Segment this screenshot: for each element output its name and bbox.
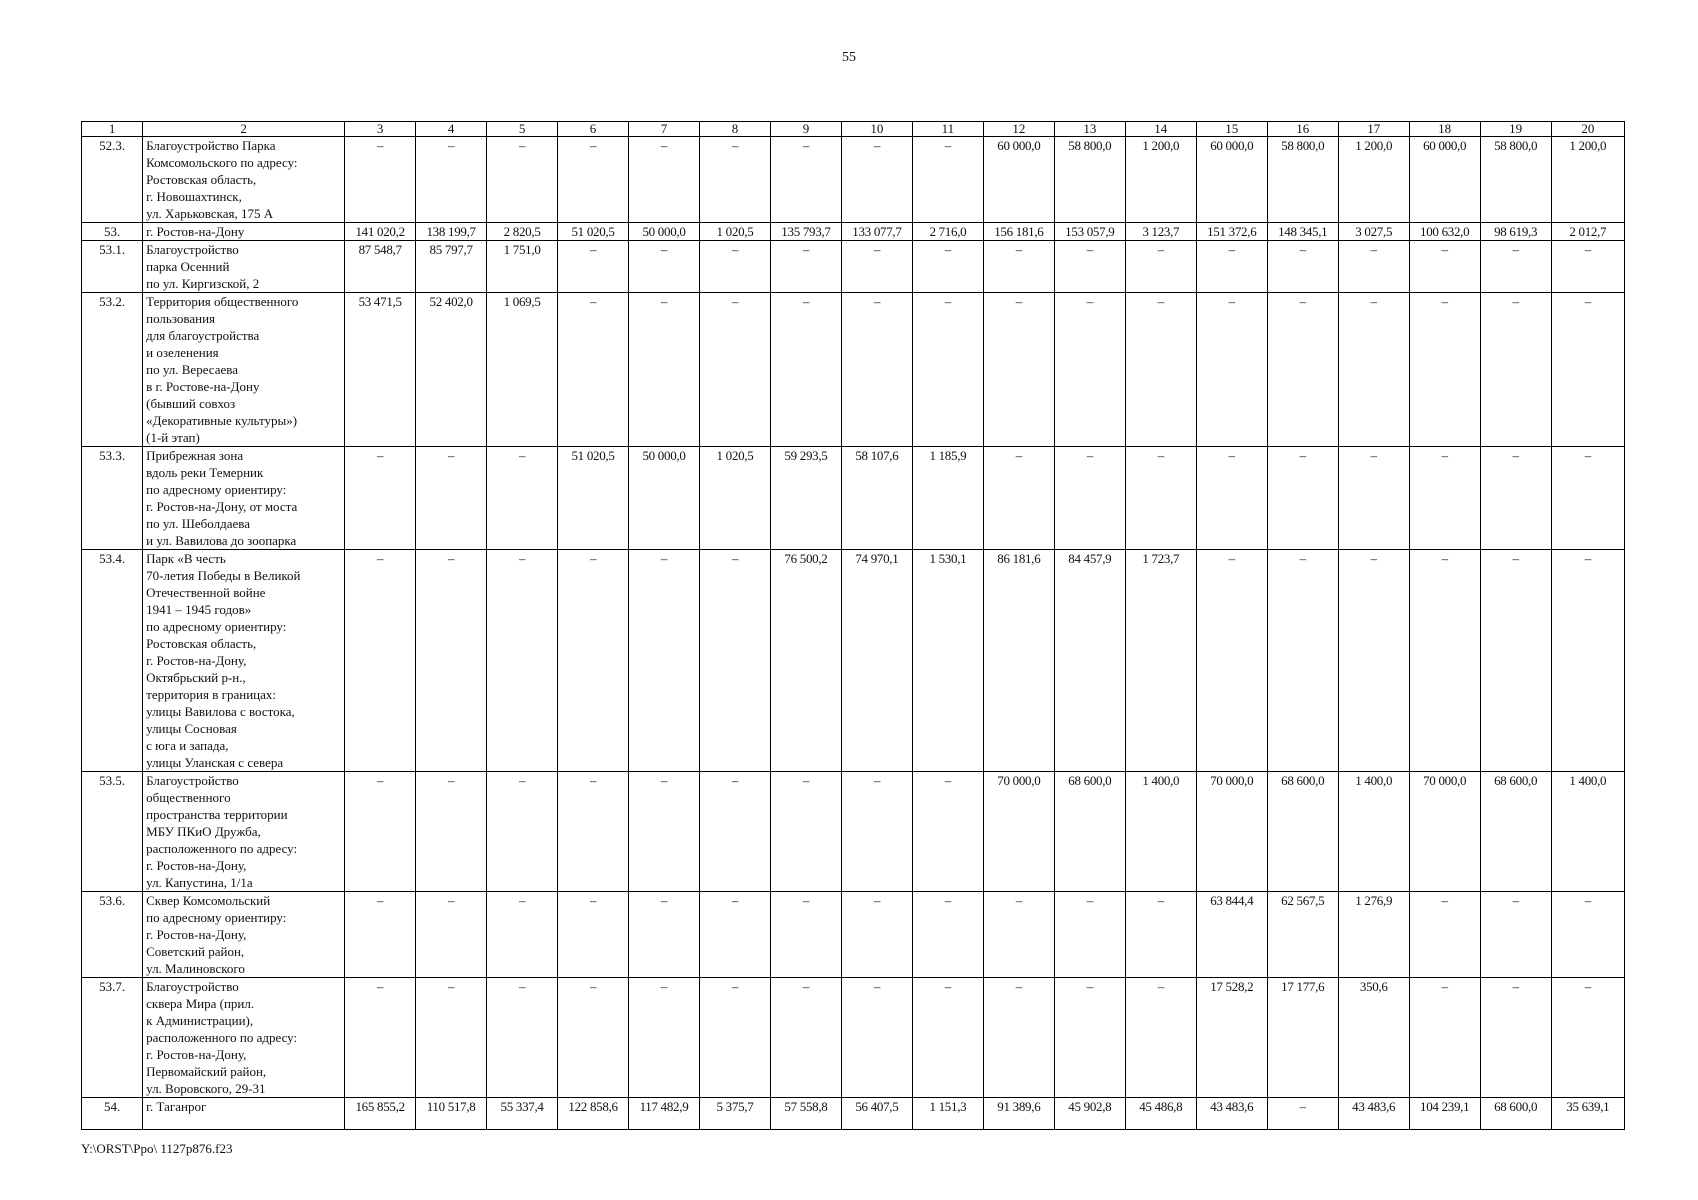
column-number-cell: 5: [487, 122, 558, 137]
value-cell: –: [1267, 241, 1338, 293]
value-cell: 70 000,0: [1409, 772, 1480, 892]
value-cell: 1 400,0: [1125, 772, 1196, 892]
value-cell: 60 000,0: [1409, 137, 1480, 223]
value-cell: 1 400,0: [1338, 772, 1409, 892]
object-name-cell: Парк «В честь 70-летия Победы в Великой Отечественной войне 1941 – 1945 годов» по адресному ориентиру: Ростовская область, г. Ростов-на-Дону, Октябрьский р-н., территория в границах: улицы Вавилова с востока, улицы Сосновая с юга и запада, улицы Уланская с севера: [143, 550, 345, 772]
value-cell: –: [1409, 978, 1480, 1098]
value-cell: –: [1196, 293, 1267, 447]
value-cell: –: [558, 772, 629, 892]
value-cell: –: [1338, 550, 1409, 772]
value-cell: –: [912, 892, 983, 978]
value-cell: –: [1480, 550, 1551, 772]
value-cell: –: [983, 892, 1054, 978]
value-cell: –: [983, 447, 1054, 550]
value-cell: –: [1409, 293, 1480, 447]
value-cell: –: [629, 241, 700, 293]
object-name-cell: Благоустройство сквера Мира (прил. к Администрации), расположенного по адресу: г. Ростов-на-Дону, Первомайский район, ул. Воровского, 29-31: [143, 978, 345, 1098]
row-number-cell: 53.3.: [82, 447, 143, 550]
table-row: [82, 978, 1625, 1098]
column-number-cell: 18: [1409, 122, 1480, 137]
value-cell: –: [1551, 978, 1624, 1098]
column-number-cell: 10: [841, 122, 912, 137]
value-cell: –: [1267, 550, 1338, 772]
table-row: [82, 447, 1625, 550]
value-cell: –: [345, 892, 416, 978]
value-cell: –: [1551, 447, 1624, 550]
table-row: [82, 892, 1625, 978]
value-cell: 100 632,0: [1409, 223, 1480, 241]
value-cell: –: [841, 772, 912, 892]
value-cell: –: [1480, 978, 1551, 1098]
value-cell: –: [416, 892, 487, 978]
object-name-cell: Сквер Комсомольский по адресному ориентиру: г. Ростов-на-Дону, Советский район, ул. Малиновского: [143, 892, 345, 978]
value-cell: –: [1054, 447, 1125, 550]
value-cell: 87 548,7: [345, 241, 416, 293]
value-cell: –: [1338, 241, 1409, 293]
value-cell: –: [770, 293, 841, 447]
page-number: 55: [842, 50, 856, 65]
value-cell: 1 751,0: [487, 241, 558, 293]
value-cell: –: [1551, 293, 1624, 447]
value-cell: –: [841, 241, 912, 293]
value-cell: –: [345, 137, 416, 223]
value-cell: 153 057,9: [1054, 223, 1125, 241]
row-number-cell: 53.1.: [82, 241, 143, 293]
value-cell: –: [1551, 241, 1624, 293]
column-number-cell: 13: [1054, 122, 1125, 137]
column-number-cell: 2: [143, 122, 345, 137]
value-cell: –: [1196, 241, 1267, 293]
value-cell: –: [1480, 892, 1551, 978]
value-cell: –: [841, 137, 912, 223]
value-cell: –: [345, 772, 416, 892]
value-cell: –: [416, 550, 487, 772]
value-cell: –: [700, 772, 771, 892]
value-cell: 17 177,6: [1267, 978, 1338, 1098]
value-cell: –: [1480, 241, 1551, 293]
value-cell: 135 793,7: [770, 223, 841, 241]
column-number-cell: 9: [770, 122, 841, 137]
value-cell: –: [1338, 293, 1409, 447]
value-cell: –: [912, 241, 983, 293]
value-cell: –: [345, 978, 416, 1098]
value-cell: 138 199,7: [416, 223, 487, 241]
value-cell: –: [700, 241, 771, 293]
value-cell: –: [700, 550, 771, 772]
value-cell: –: [558, 550, 629, 772]
value-cell: 151 372,6: [1196, 223, 1267, 241]
value-cell: 51 020,5: [558, 223, 629, 241]
column-number-cell: 8: [700, 122, 771, 137]
value-cell: –: [700, 978, 771, 1098]
value-cell: –: [1267, 1098, 1338, 1130]
value-cell: 1 723,7: [1125, 550, 1196, 772]
column-number-cell: 14: [1125, 122, 1196, 137]
value-cell: 50 000,0: [629, 223, 700, 241]
value-cell: 56 407,5: [841, 1098, 912, 1130]
table-row: [82, 772, 1625, 892]
value-cell: 1 020,5: [700, 223, 771, 241]
value-cell: –: [558, 978, 629, 1098]
value-cell: 2 012,7: [1551, 223, 1624, 241]
value-cell: –: [416, 447, 487, 550]
value-cell: –: [558, 137, 629, 223]
row-number-cell: 53.5.: [82, 772, 143, 892]
value-cell: –: [558, 892, 629, 978]
column-number-cell: 3: [345, 122, 416, 137]
value-cell: 165 855,2: [345, 1098, 416, 1130]
value-cell: –: [1409, 892, 1480, 978]
value-cell: –: [1267, 447, 1338, 550]
value-cell: –: [1267, 293, 1338, 447]
value-cell: –: [1196, 447, 1267, 550]
value-cell: 57 558,8: [770, 1098, 841, 1130]
value-cell: 86 181,6: [983, 550, 1054, 772]
value-cell: 68 600,0: [1267, 772, 1338, 892]
value-cell: 68 600,0: [1054, 772, 1125, 892]
value-cell: –: [700, 892, 771, 978]
table-row: [82, 293, 1625, 447]
value-cell: 55 337,4: [487, 1098, 558, 1130]
value-cell: –: [487, 772, 558, 892]
object-name-cell: г. Ростов-на-Дону: [143, 223, 345, 241]
value-cell: 104 239,1: [1409, 1098, 1480, 1130]
value-cell: –: [487, 137, 558, 223]
column-number-cell: 15: [1196, 122, 1267, 137]
value-cell: 76 500,2: [770, 550, 841, 772]
value-cell: –: [416, 978, 487, 1098]
value-cell: –: [983, 241, 1054, 293]
row-number-cell: 54.: [82, 1098, 143, 1130]
table-row: [82, 223, 1625, 241]
value-cell: 68 600,0: [1480, 1098, 1551, 1130]
value-cell: –: [1480, 293, 1551, 447]
value-cell: –: [700, 293, 771, 447]
value-cell: 70 000,0: [983, 772, 1054, 892]
value-cell: –: [1125, 241, 1196, 293]
value-cell: –: [770, 137, 841, 223]
value-cell: –: [1338, 447, 1409, 550]
row-number-cell: 53.7.: [82, 978, 143, 1098]
value-cell: 60 000,0: [1196, 137, 1267, 223]
footer-file-path: Y:\ORST\Ppo\ 1127p876.f23: [81, 1141, 233, 1156]
value-cell: 58 800,0: [1480, 137, 1551, 223]
value-cell: 45 486,8: [1125, 1098, 1196, 1130]
value-cell: 117 482,9: [629, 1098, 700, 1130]
object-name-cell: Территория общественного пользования для благоустройства и озеленения по ул. Вересаева в г. Ростове-на-Дону (бывший совхоз «Декоративные культуры») (1-й этап): [143, 293, 345, 447]
value-cell: –: [629, 137, 700, 223]
row-number-cell: 52.3.: [82, 137, 143, 223]
value-cell: –: [1125, 978, 1196, 1098]
value-cell: 50 000,0: [629, 447, 700, 550]
object-name-cell: Благоустройство Парка Комсомольского по адресу: Ростовская область, г. Новошахтинск, ул. Харьковская, 175 А: [143, 137, 345, 223]
value-cell: –: [345, 447, 416, 550]
value-cell: –: [1480, 447, 1551, 550]
value-cell: –: [487, 978, 558, 1098]
table-row: [82, 241, 1625, 293]
object-name-cell: Благоустройство парка Осенний по ул. Киргизской, 2: [143, 241, 345, 293]
value-cell: 59 293,5: [770, 447, 841, 550]
value-cell: –: [700, 137, 771, 223]
value-cell: –: [1409, 447, 1480, 550]
value-cell: –: [629, 772, 700, 892]
column-number-cell: 1: [82, 122, 143, 137]
value-cell: –: [487, 447, 558, 550]
value-cell: –: [912, 978, 983, 1098]
value-cell: 122 858,6: [558, 1098, 629, 1130]
table-row: [82, 1098, 1625, 1130]
value-cell: 1 200,0: [1338, 137, 1409, 223]
value-cell: –: [558, 293, 629, 447]
value-cell: 1 200,0: [1125, 137, 1196, 223]
column-number-cell: 20: [1551, 122, 1624, 137]
value-cell: 1 069,5: [487, 293, 558, 447]
value-cell: 35 639,1: [1551, 1098, 1624, 1130]
column-number-cell: 17: [1338, 122, 1409, 137]
value-cell: –: [770, 772, 841, 892]
value-cell: 52 402,0: [416, 293, 487, 447]
value-cell: –: [1409, 241, 1480, 293]
value-cell: –: [1125, 892, 1196, 978]
value-cell: 141 020,2: [345, 223, 416, 241]
object-name-cell: Благоустройство общественного пространства территории МБУ ПКиО Дружба, расположенного по адресу: г. Ростов-на-Дону, ул. Капустина, 1/1а: [143, 772, 345, 892]
value-cell: –: [629, 978, 700, 1098]
value-cell: 2 716,0: [912, 223, 983, 241]
column-number-row: [82, 122, 1625, 137]
budget-table: [81, 121, 1625, 1130]
value-cell: 5 375,7: [700, 1098, 771, 1130]
value-cell: –: [1551, 550, 1624, 772]
value-cell: 133 077,7: [841, 223, 912, 241]
value-cell: –: [1125, 447, 1196, 550]
object-name-cell: г. Таганрог: [143, 1098, 345, 1130]
value-cell: 45 902,8: [1054, 1098, 1125, 1130]
value-cell: –: [558, 241, 629, 293]
value-cell: –: [1054, 978, 1125, 1098]
table-row: [82, 137, 1625, 223]
value-cell: –: [983, 293, 1054, 447]
value-cell: 1 020,5: [700, 447, 771, 550]
value-cell: 70 000,0: [1196, 772, 1267, 892]
value-cell: 43 483,6: [1338, 1098, 1409, 1130]
value-cell: 110 517,8: [416, 1098, 487, 1130]
value-cell: 1 200,0: [1551, 137, 1624, 223]
value-cell: 156 181,6: [983, 223, 1054, 241]
value-cell: 1 151,3: [912, 1098, 983, 1130]
value-cell: –: [912, 772, 983, 892]
value-cell: –: [487, 550, 558, 772]
value-cell: –: [770, 892, 841, 978]
value-cell: –: [1054, 892, 1125, 978]
table-row: [82, 550, 1625, 772]
value-cell: 98 619,3: [1480, 223, 1551, 241]
value-cell: –: [841, 978, 912, 1098]
value-cell: 3 123,7: [1125, 223, 1196, 241]
value-cell: 3 027,5: [1338, 223, 1409, 241]
column-number-cell: 16: [1267, 122, 1338, 137]
value-cell: 68 600,0: [1480, 772, 1551, 892]
value-cell: –: [1054, 293, 1125, 447]
value-cell: 350,6: [1338, 978, 1409, 1098]
value-cell: –: [912, 137, 983, 223]
value-cell: –: [629, 550, 700, 772]
value-cell: 91 389,6: [983, 1098, 1054, 1130]
value-cell: –: [841, 892, 912, 978]
value-cell: 43 483,6: [1196, 1098, 1267, 1130]
column-number-cell: 12: [983, 122, 1054, 137]
value-cell: 58 800,0: [1267, 137, 1338, 223]
value-cell: –: [1196, 550, 1267, 772]
value-cell: –: [629, 293, 700, 447]
value-cell: 62 567,5: [1267, 892, 1338, 978]
column-number-cell: 6: [558, 122, 629, 137]
value-cell: –: [1125, 293, 1196, 447]
value-cell: –: [1551, 892, 1624, 978]
value-cell: 1 276,9: [1338, 892, 1409, 978]
row-number-cell: 53.6.: [82, 892, 143, 978]
object-name-cell: Прибрежная зона вдоль реки Темерник по адресному ориентиру: г. Ростов-на-Дону, от моста по ул. Шеболдаева и ул. Вавилова до зоопарка: [143, 447, 345, 550]
value-cell: 1 400,0: [1551, 772, 1624, 892]
value-cell: –: [487, 892, 558, 978]
row-number-cell: 53.4.: [82, 550, 143, 772]
column-number-cell: 4: [416, 122, 487, 137]
value-cell: 63 844,4: [1196, 892, 1267, 978]
value-cell: 74 970,1: [841, 550, 912, 772]
value-cell: 58 107,6: [841, 447, 912, 550]
value-cell: –: [770, 978, 841, 1098]
value-cell: 85 797,7: [416, 241, 487, 293]
value-cell: 148 345,1: [1267, 223, 1338, 241]
value-cell: –: [841, 293, 912, 447]
value-cell: 17 528,2: [1196, 978, 1267, 1098]
value-cell: –: [345, 550, 416, 772]
value-cell: –: [983, 978, 1054, 1098]
value-cell: 1 185,9: [912, 447, 983, 550]
value-cell: 58 800,0: [1054, 137, 1125, 223]
value-cell: 51 020,5: [558, 447, 629, 550]
value-cell: 1 530,1: [912, 550, 983, 772]
value-cell: –: [770, 241, 841, 293]
value-cell: –: [1054, 241, 1125, 293]
value-cell: –: [912, 293, 983, 447]
value-cell: 53 471,5: [345, 293, 416, 447]
column-number-cell: 7: [629, 122, 700, 137]
column-number-cell: 11: [912, 122, 983, 137]
column-number-cell: 19: [1480, 122, 1551, 137]
value-cell: –: [1409, 550, 1480, 772]
row-number-cell: 53.2.: [82, 293, 143, 447]
value-cell: 84 457,9: [1054, 550, 1125, 772]
value-cell: 60 000,0: [983, 137, 1054, 223]
value-cell: –: [416, 137, 487, 223]
value-cell: 2 820,5: [487, 223, 558, 241]
value-cell: –: [416, 772, 487, 892]
row-number-cell: 53.: [82, 223, 143, 241]
value-cell: –: [629, 892, 700, 978]
